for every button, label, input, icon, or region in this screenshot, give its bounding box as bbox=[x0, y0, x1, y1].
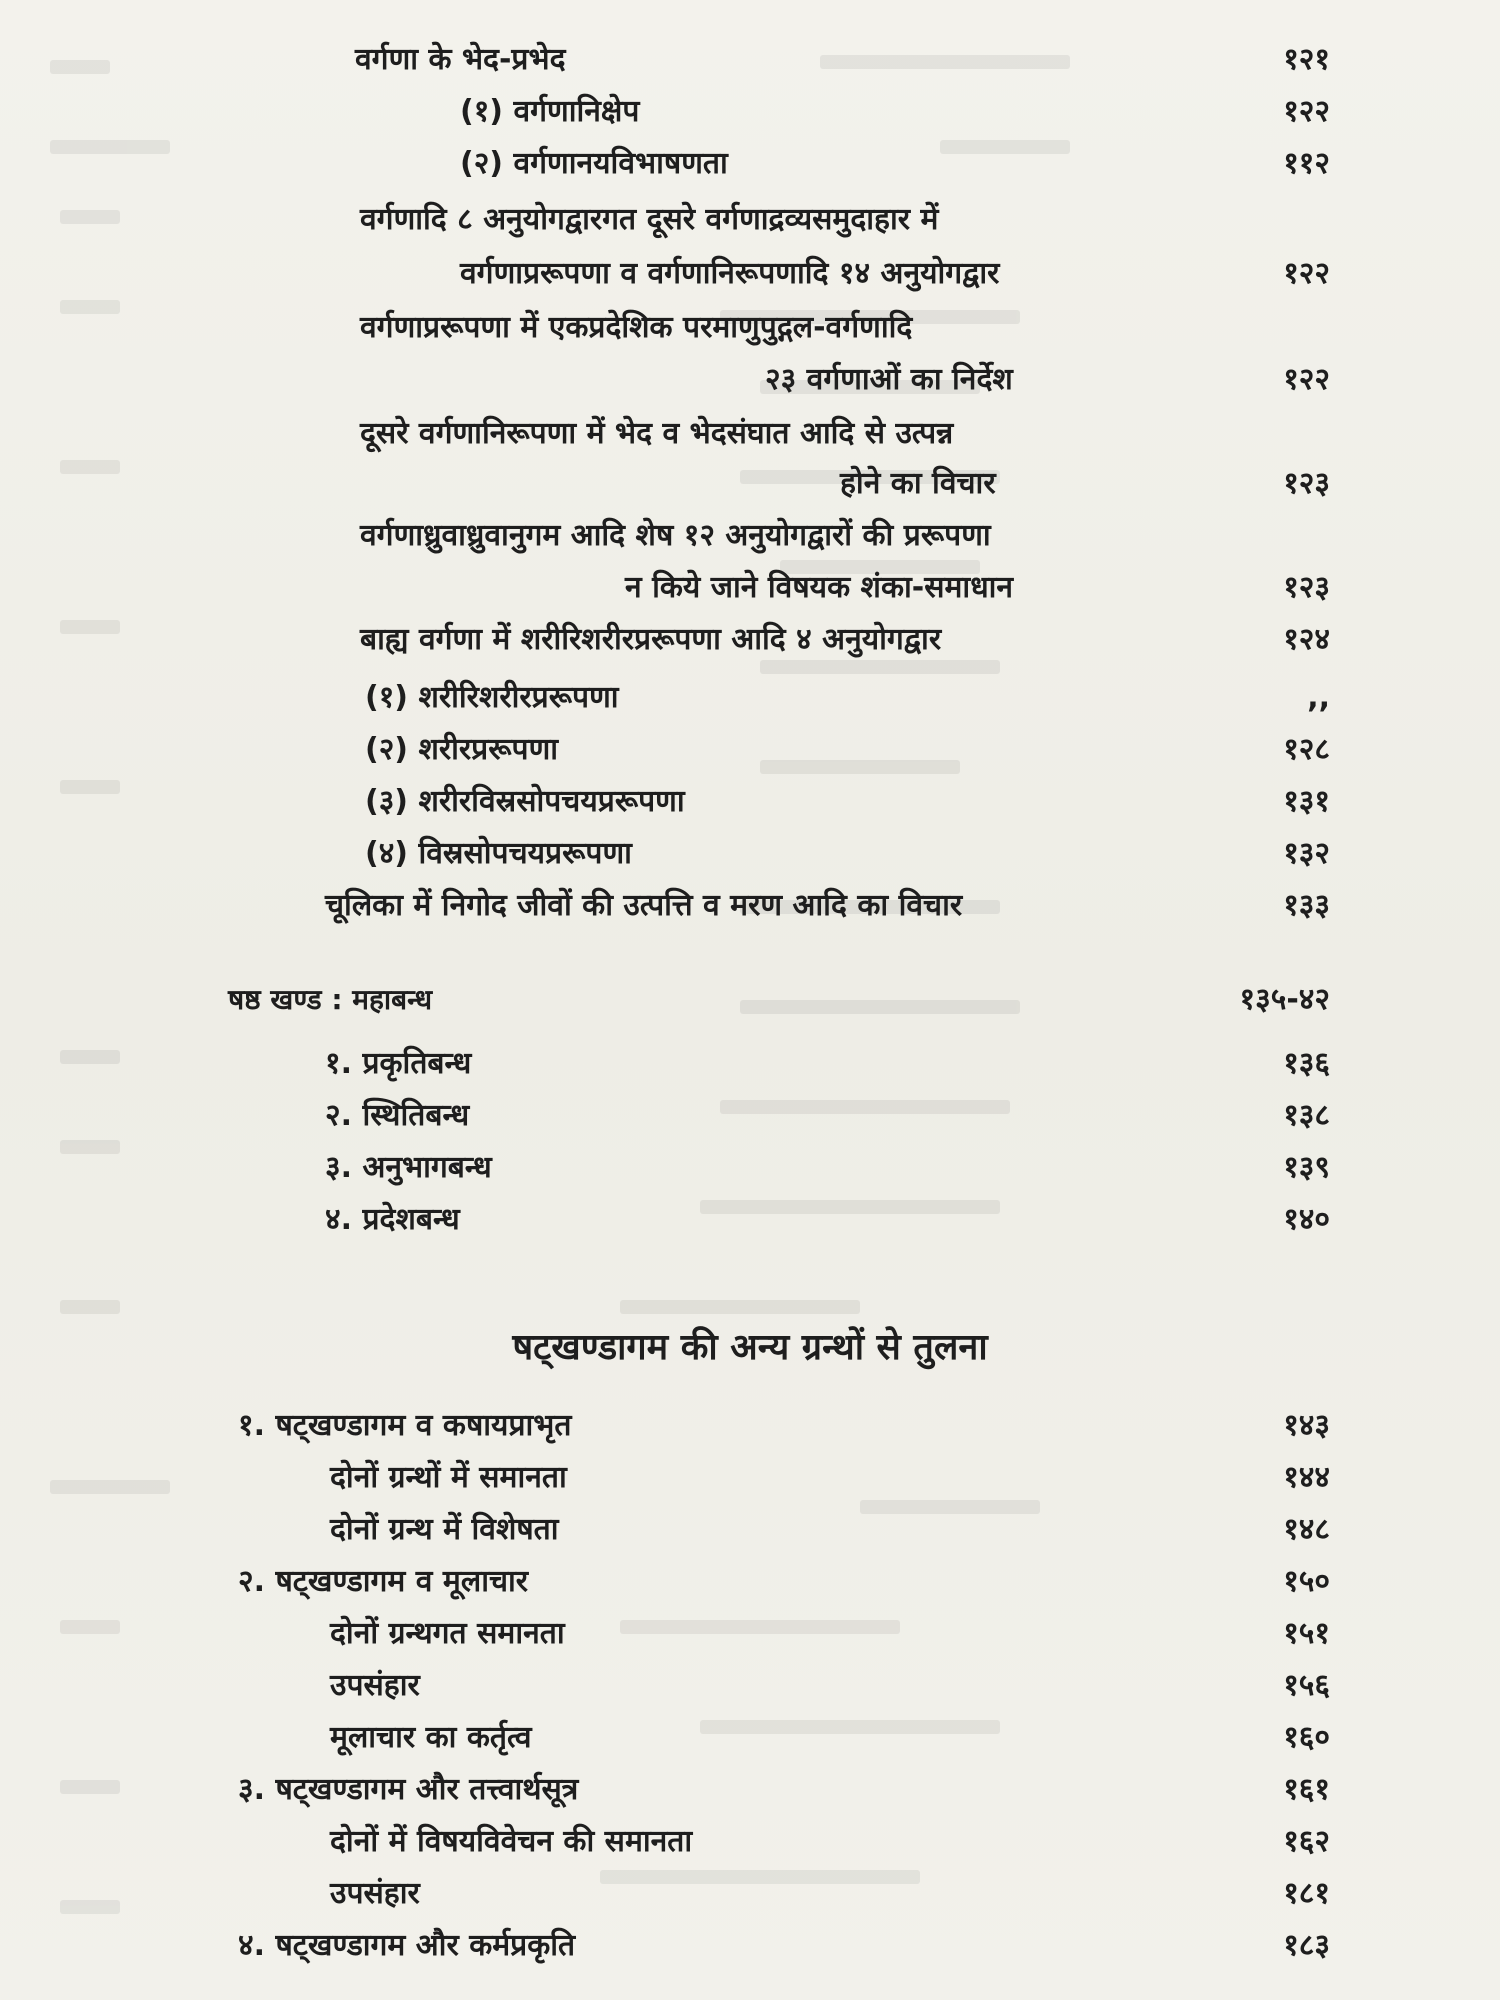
toc-entry bbox=[0, 1504, 1500, 1556]
entry-title: ३. अनुभागबन्ध bbox=[325, 1150, 492, 1185]
section-title: षष्ठ खण्ड : महाबन्ध bbox=[228, 983, 433, 1016]
entry-title: दोनों ग्रन्थ में विशेषता bbox=[330, 1512, 559, 1547]
toc-entry bbox=[0, 34, 1500, 86]
entry-title: चूलिका में निगोद जीवों की उत्पत्ति व मरण आदि का विचार bbox=[325, 888, 963, 923]
toc-entry bbox=[0, 1920, 1500, 1972]
entry-page: १८३ bbox=[1283, 1928, 1330, 1963]
entry-title: २३ वर्गणाओं का निर्देश bbox=[765, 362, 1013, 397]
toc-entry bbox=[0, 1868, 1500, 1920]
toc-entry bbox=[0, 1194, 1500, 1246]
toc-entry bbox=[0, 248, 1500, 300]
toc-entry bbox=[0, 1660, 1500, 1712]
entry-page: १३२ bbox=[1283, 836, 1330, 871]
entry-page: १२१ bbox=[1283, 42, 1330, 77]
entry-page: १२८ bbox=[1283, 732, 1330, 767]
entry-title: २. स्थितिबन्ध bbox=[325, 1098, 470, 1133]
entry-page: १२४ bbox=[1283, 622, 1330, 657]
section-heading bbox=[0, 974, 1500, 1026]
entry-page: १४३ bbox=[1283, 1408, 1330, 1443]
entry-title: १. प्रकृतिबन्ध bbox=[325, 1046, 472, 1081]
toc-entry bbox=[0, 194, 1500, 246]
entry-page: १२३ bbox=[1283, 570, 1330, 605]
entry-title: होने का विचार bbox=[840, 466, 996, 501]
entry-page: १५१ bbox=[1283, 1616, 1330, 1651]
entry-title: ४. प्रदेशबन्ध bbox=[325, 1202, 460, 1237]
toc-entry bbox=[0, 458, 1500, 510]
toc-entry bbox=[0, 1556, 1500, 1608]
toc-entry bbox=[0, 672, 1500, 724]
entry-page: १२२ bbox=[1283, 256, 1330, 291]
entry-page: ११२ bbox=[1283, 146, 1330, 181]
entry-page: १६० bbox=[1283, 1720, 1330, 1755]
toc-entry bbox=[0, 138, 1500, 190]
toc-entry bbox=[0, 1090, 1500, 1142]
entry-title: वर्गणाध्रुवाध्रुवानुगम आदि शेष १२ अनुयोगद्वारों की प्ररूपणा bbox=[360, 518, 991, 553]
toc-entry bbox=[0, 1712, 1500, 1764]
entry-title: (२) शरीरप्ररूपणा bbox=[365, 732, 559, 767]
entry-page: १३८ bbox=[1283, 1098, 1330, 1133]
entry-title: (१) वर्गणानिक्षेप bbox=[460, 94, 640, 129]
entry-page: १३९ bbox=[1283, 1150, 1330, 1185]
toc-entry bbox=[0, 614, 1500, 666]
entry-page: १६२ bbox=[1283, 1824, 1330, 1859]
entry-page: १३३ bbox=[1283, 888, 1330, 923]
entry-title: वर्गणादि ८ अनुयोगद्वारगत दूसरे वर्गणाद्रव्यसमुदाहार में bbox=[360, 202, 939, 237]
entry-title: दोनों में विषयविवेचन की समानता bbox=[330, 1824, 693, 1859]
entry-title: ४. षट्खण्डागम और कर्मप्रकृति bbox=[238, 1928, 576, 1963]
section-page-range: १३५-४२ bbox=[1239, 982, 1330, 1017]
entry-page: १२२ bbox=[1283, 362, 1330, 397]
comparison-heading: षट्खण्डागम की अन्य ग्रन्थों से तुलना bbox=[512, 1327, 988, 1368]
toc-entry bbox=[0, 86, 1500, 138]
toc-entry bbox=[0, 408, 1500, 460]
entry-page: १५६ bbox=[1283, 1668, 1330, 1703]
toc-entry bbox=[0, 1452, 1500, 1504]
entry-page: १४० bbox=[1283, 1202, 1330, 1237]
entry-title: उपसंहार bbox=[330, 1668, 420, 1703]
entry-title: दोनों ग्रन्थों में समानता bbox=[330, 1460, 567, 1495]
entry-page: १४४ bbox=[1283, 1460, 1330, 1495]
entry-page: १४८ bbox=[1283, 1512, 1330, 1547]
entry-title: (३) शरीरविस्रसोपचयप्ररूपणा bbox=[365, 784, 685, 819]
entry-title: २. षट्खण्डागम व मूलाचार bbox=[238, 1564, 529, 1599]
entry-page: १२२ bbox=[1283, 94, 1330, 129]
entry-page: १२३ bbox=[1283, 466, 1330, 501]
entry-title: ३. षट्खण्डागम और तत्त्वार्थसूत्र bbox=[238, 1772, 579, 1807]
entry-title: दोनों ग्रन्थगत समानता bbox=[330, 1616, 565, 1651]
toc-entry bbox=[0, 724, 1500, 776]
toc-entry bbox=[0, 354, 1500, 406]
entry-title: दूसरे वर्गणानिरूपणा में भेद व भेदसंघात आदि से उत्पन्न bbox=[360, 416, 954, 451]
entry-title: १. षट्खण्डागम व कषायप्राभृत bbox=[238, 1408, 572, 1443]
entry-page: ,, bbox=[1307, 680, 1330, 715]
toc-entry bbox=[0, 510, 1500, 562]
entry-page: १५० bbox=[1283, 1564, 1330, 1599]
entry-title: वर्गणा के भेद-प्रभेद bbox=[355, 42, 566, 77]
entry-title: (४) विस्रसोपचयप्ररूपणा bbox=[365, 836, 632, 871]
entry-title: वर्गणाप्ररूपणा में एकप्रदेशिक परमाणुपुद्गल-वर्गणादि bbox=[360, 310, 913, 345]
toc-entry bbox=[0, 1142, 1500, 1194]
entry-title: (१) शरीरिशरीरप्ररूपणा bbox=[365, 680, 619, 715]
entry-page: १८१ bbox=[1283, 1876, 1330, 1911]
toc-entry bbox=[0, 562, 1500, 614]
toc-entry bbox=[0, 776, 1500, 828]
toc-entry bbox=[0, 1400, 1500, 1452]
toc-entry bbox=[0, 880, 1500, 932]
toc-entry bbox=[0, 828, 1500, 880]
entry-title: मूलाचार का कर्तृत्व bbox=[330, 1720, 532, 1755]
entry-page: १६१ bbox=[1283, 1772, 1330, 1807]
entry-title: वर्गणाप्ररूपणा व वर्गणानिरूपणादि १४ अनुयोगद्वार bbox=[460, 256, 1000, 291]
entry-title: उपसंहार bbox=[330, 1876, 420, 1911]
entry-title: (२) वर्गणानयविभाषणता bbox=[460, 146, 728, 181]
toc-entry bbox=[0, 1608, 1500, 1660]
toc-entry bbox=[0, 1038, 1500, 1090]
toc-entry bbox=[0, 1816, 1500, 1868]
entry-page: १३६ bbox=[1283, 1046, 1330, 1081]
entry-page: १३१ bbox=[1283, 784, 1330, 819]
toc-entry bbox=[0, 1764, 1500, 1816]
toc-entry bbox=[0, 302, 1500, 354]
entry-title: न किये जाने विषयक शंका-समाधान bbox=[625, 570, 1014, 605]
entry-title: बाह्य वर्गणा में शरीरिशरीरप्ररूपणा आदि ४ अनुयोगद्वार bbox=[360, 622, 942, 657]
